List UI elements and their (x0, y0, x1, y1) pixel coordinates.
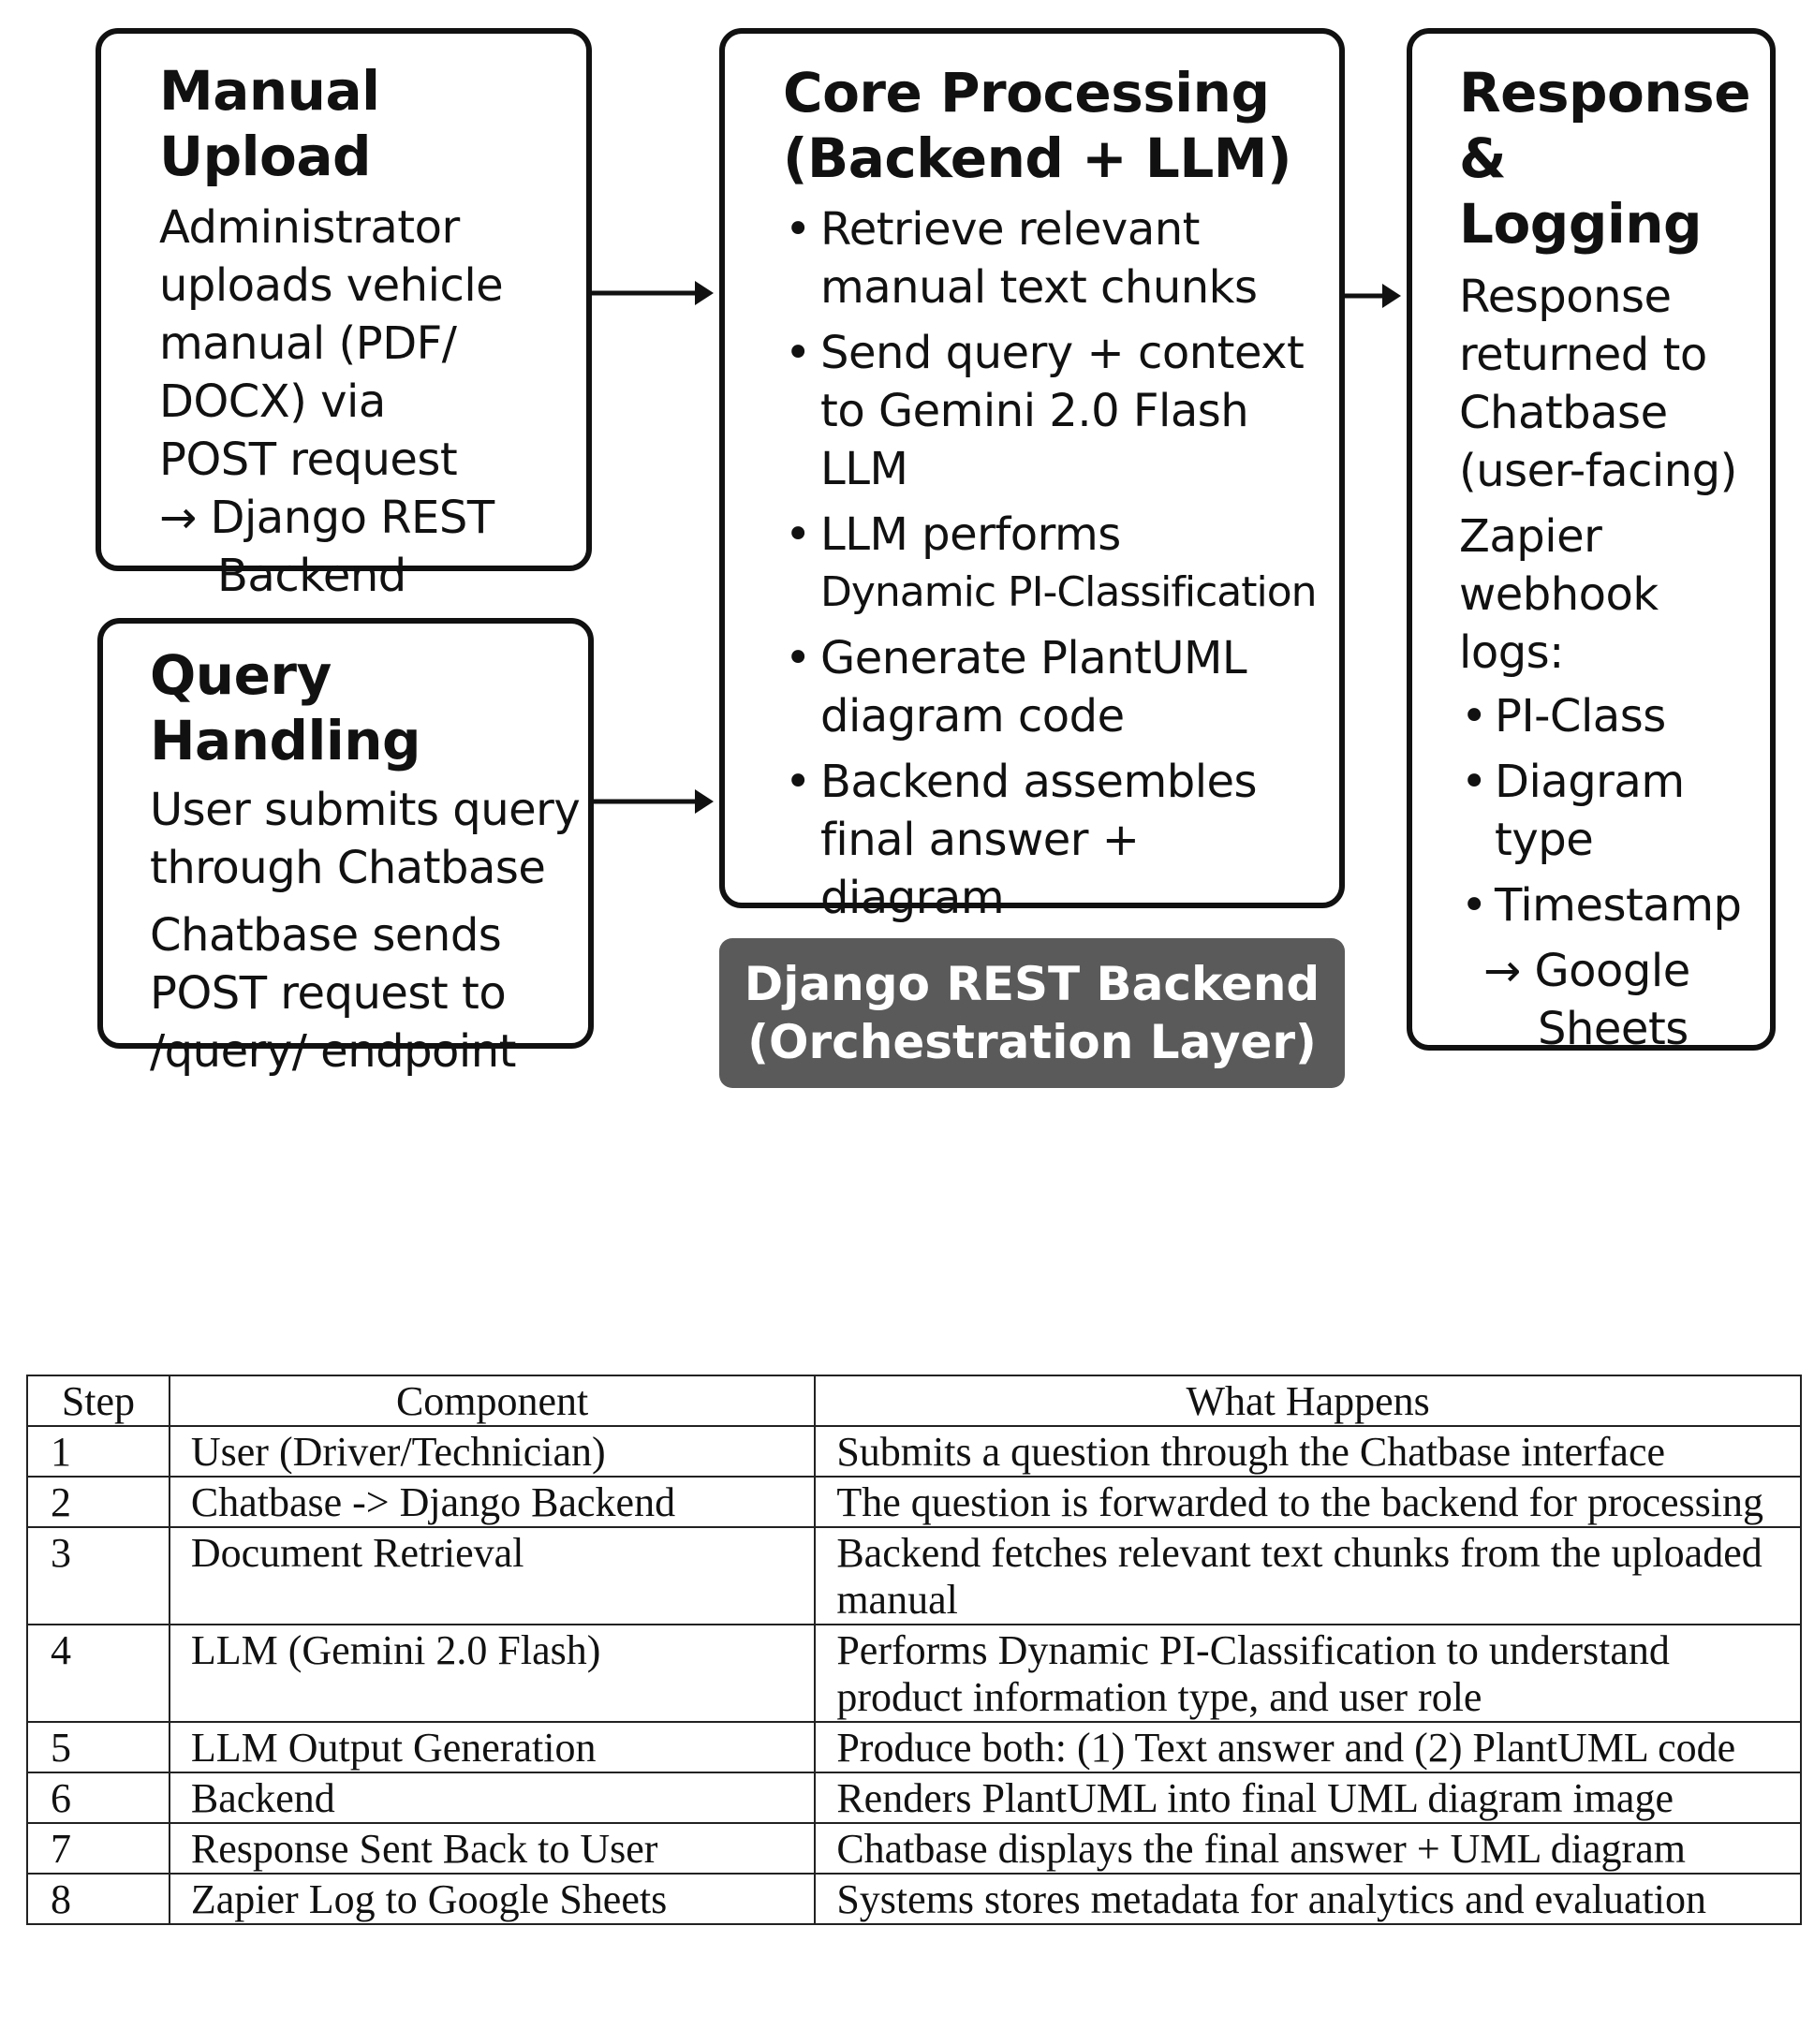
table-cell-what: Submits a question through the Chatbase interface (815, 1426, 1801, 1477)
response-item-line: type (1495, 814, 1594, 866)
core-processing-box (719, 28, 1345, 924)
response-logging-item (1459, 687, 1762, 745)
response-logging-item (1459, 753, 1762, 869)
table-cell-step: 4 (27, 1625, 170, 1722)
orchestration-layer-box (719, 938, 1345, 1088)
response-item-line: • PI-Class (1495, 690, 1666, 743)
arrow-query-to-core (594, 789, 714, 814)
query-handling-title: Query Handling (150, 643, 421, 772)
response-line: Response (1459, 271, 1672, 323)
table-cell-step: 5 (27, 1722, 170, 1772)
table-cell-component: LLM Output Generation (170, 1722, 815, 1772)
response-line: → Google (1483, 945, 1690, 997)
table-row (27, 1823, 1801, 1874)
table-header-row (27, 1375, 1801, 1426)
table-row (27, 1874, 1801, 1924)
table-header-what-happens: What Happens (815, 1375, 1801, 1426)
table-cell-component: Backend (170, 1772, 815, 1823)
arrow-core-to-response (1345, 284, 1401, 308)
response-line: logs: (1459, 626, 1564, 679)
table-row (27, 1722, 1801, 1772)
core-item-line: • Backend assembles (820, 756, 1258, 808)
manual-upload-box (96, 28, 592, 602)
query-handling-line: /query/ endpoint (150, 1025, 516, 1078)
core-item-line: • Send query + context (820, 327, 1305, 379)
response-line: Chatbase (1459, 387, 1668, 439)
response-line: returned to (1459, 329, 1707, 381)
table-header-step: Step (27, 1375, 170, 1426)
table-cell-what: Performs Dynamic PI-Classification to understand product information type, and user role (815, 1625, 1801, 1722)
manual-upload-line: uploads vehicle (159, 259, 504, 312)
core-item-line: • Generate PlantUML (820, 632, 1247, 684)
table-cell-what: Backend fetches relevant text chunks from the uploaded manual (815, 1527, 1801, 1625)
table-cell-step: 3 (27, 1527, 170, 1625)
query-handling-box (97, 618, 594, 1078)
core-item-line: manual text chunks (820, 261, 1258, 314)
table-cell-component: User (Driver/Technician) (170, 1426, 815, 1477)
core-processing-title-line: Core Processing (783, 61, 1270, 125)
query-handling-line: POST request to (150, 967, 507, 1020)
response-line: webhook (1459, 568, 1659, 621)
response-item-line: • Diagram (1495, 756, 1685, 808)
response-logging-box (1407, 28, 1776, 1055)
table-cell-what: Renders PlantUML into final UML diagram image (815, 1772, 1801, 1823)
manual-upload-title: Manual Upload (159, 59, 380, 188)
table-cell-step: 6 (27, 1772, 170, 1823)
table-cell-what: Systems stores metadata for analytics and evaluation (815, 1874, 1801, 1924)
response-logging-list (1459, 687, 1762, 934)
response-line: Zapier (1459, 510, 1602, 563)
arrow-upload-to-core (592, 281, 714, 305)
orchestration-line: Django REST Backend (744, 957, 1320, 1011)
table-cell-component: Zapier Log to Google Sheets (170, 1874, 815, 1924)
manual-upload-line: Backend (217, 550, 406, 602)
table-cell-what: Chatbase displays the final answer + UML diagram (815, 1823, 1801, 1874)
table-cell-step: 2 (27, 1477, 170, 1527)
response-line: Sheets (1538, 1003, 1689, 1055)
core-item-line: • LLM performs (820, 508, 1121, 561)
core-processing-title-line: (Backend + LLM) (783, 126, 1292, 190)
core-processing-item (783, 506, 1330, 622)
table-cell-what: Produce both: (1) Text answer and (2) PlantUML code (815, 1722, 1801, 1772)
core-item-line: LLM (820, 443, 908, 495)
core-item-line: final answer + diagram (820, 814, 1140, 924)
core-item-line: diagram code (820, 690, 1125, 743)
core-processing-title (783, 60, 1330, 191)
response-logging-title (1459, 60, 1762, 257)
table-cell-component: Document Retrieval (170, 1527, 815, 1625)
core-processing-item (783, 324, 1330, 498)
table-row (27, 1426, 1801, 1477)
table-cell-step: 1 (27, 1426, 170, 1477)
table-cell-what: The question is forwarded to the backend for processing (815, 1477, 1801, 1527)
steps-table (26, 1375, 1802, 1925)
response-logging-title-line: Response (1459, 61, 1751, 125)
core-item-line: Dynamic PI-Classification (820, 568, 1317, 616)
query-handling-line: User submits query (150, 784, 581, 836)
manual-upload-line: Administrator (159, 201, 460, 254)
manual-upload-line: manual (PDF/ (159, 317, 457, 370)
core-item-line: • Retrieve relevant (820, 203, 1200, 256)
table-cell-component: Chatbase -> Django Backend (170, 1477, 815, 1527)
query-handling-line: Chatbase sends (150, 909, 502, 962)
table-cell-step: 8 (27, 1874, 170, 1924)
manual-upload-line: DOCX) via (159, 375, 386, 428)
table-cell-component: Response Sent Back to User (170, 1823, 815, 1874)
core-processing-item (783, 753, 1330, 927)
orchestration-line: (Orchestration Layer) (747, 1015, 1317, 1069)
table-header-component: Component (170, 1375, 815, 1426)
table-row (27, 1772, 1801, 1823)
core-processing-list (783, 200, 1330, 927)
response-line: (user-facing) (1459, 445, 1737, 497)
table-cell-component: LLM (Gemini 2.0 Flash) (170, 1625, 815, 1722)
table-row (27, 1477, 1801, 1527)
response-logging-title-line: & Logging (1459, 126, 1703, 256)
core-item-line: to Gemini 2.0 Flash (820, 385, 1249, 437)
core-processing-item (783, 629, 1330, 745)
core-processing-item (783, 200, 1330, 316)
table-row (27, 1625, 1801, 1722)
table-row (27, 1527, 1801, 1625)
query-handling-line: through Chatbase (150, 842, 546, 894)
response-logging-item (1459, 876, 1762, 934)
response-item-line: • Timestamp (1495, 879, 1742, 932)
table-cell-step: 7 (27, 1823, 170, 1874)
manual-upload-line: POST request (159, 434, 458, 486)
manual-upload-line: → Django REST (159, 492, 494, 544)
